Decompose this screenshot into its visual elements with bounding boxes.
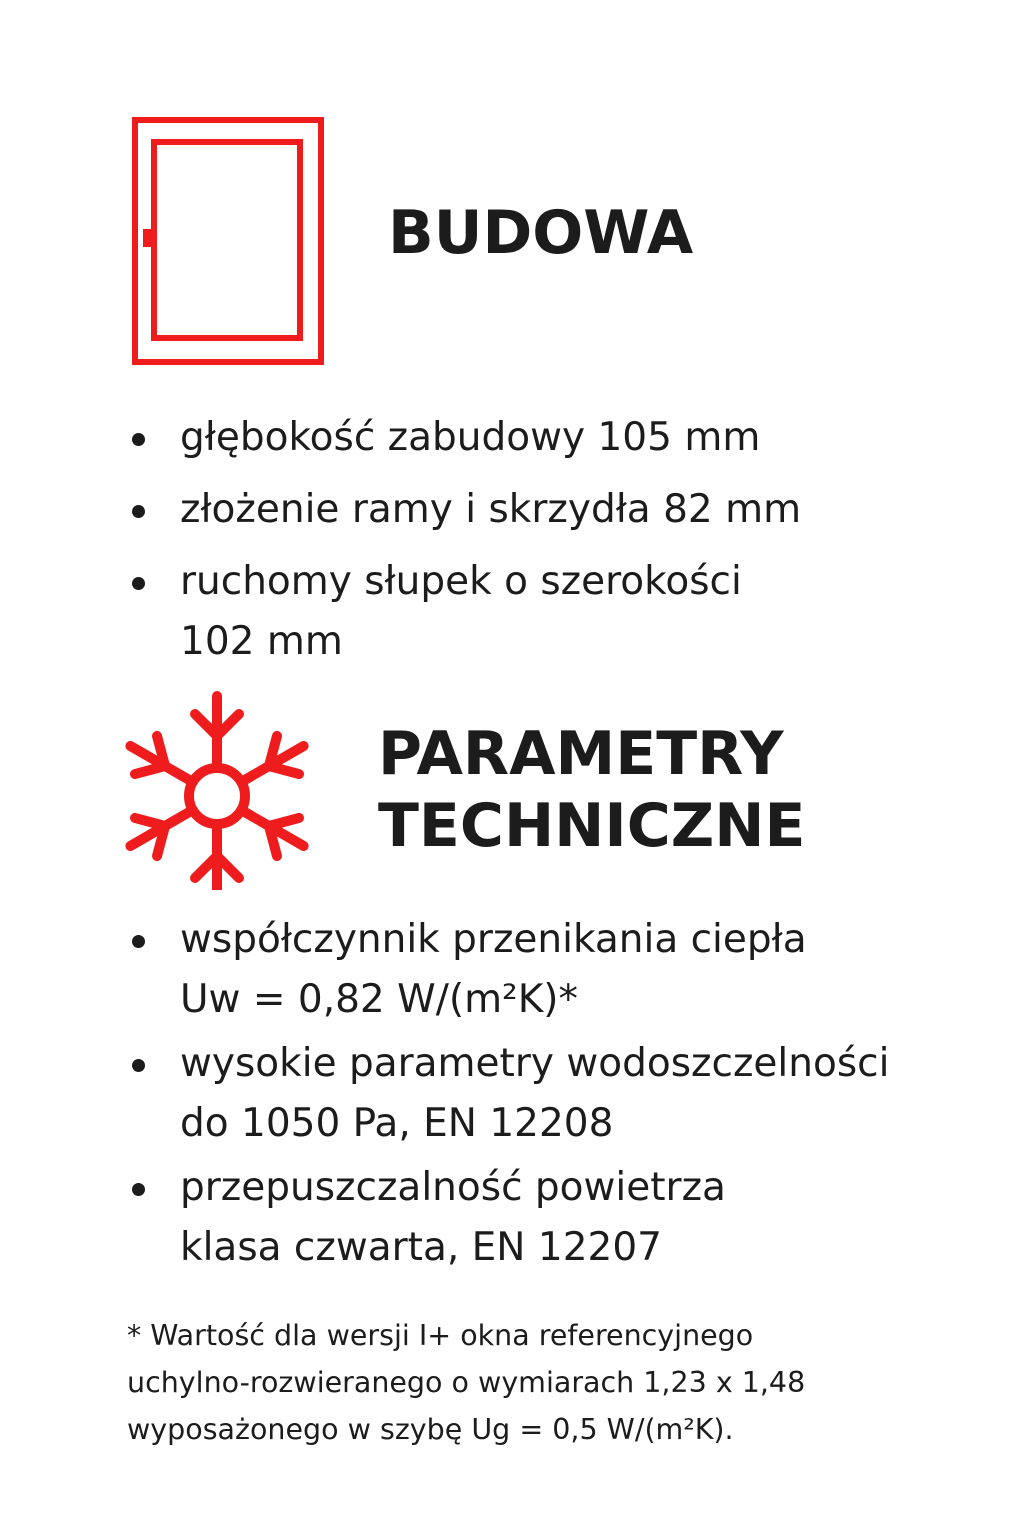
footnote [127,1312,987,1453]
list-item-text: złożenie ramy i skrzydła 82 mm [180,487,802,532]
list-item-text: głębokość zabudowy 105 mm [180,415,761,460]
bullet-icon [132,433,145,446]
list-item-text: współczynnik przenikania ciepła [180,917,807,962]
list-item [128,1034,1008,1154]
section-title-parametry [378,718,805,862]
bullet-icon [132,935,145,948]
window-icon [132,117,324,365]
bullet-icon [132,577,145,590]
footnote-line: uchylno-rozwieranego o wymiarach 1,23 x 1,48 [127,1366,806,1399]
snowflake-icon [114,690,320,890]
budowa-list [128,408,988,684]
list-item-text: ruchomy słupek o szerokości [180,559,742,604]
bullet-icon [132,1059,145,1072]
footnote-line: * Wartość dla wersji I+ okna referencyjnego [127,1319,754,1352]
list-item [128,1158,1008,1278]
parametry-list [128,910,1008,1282]
section-title-line: PARAMETRY [378,719,784,789]
list-item [128,408,988,468]
footnote-line: wyposażonego w szybę Ug = 0,5 W/(m²K). [127,1413,734,1446]
bullet-icon [132,505,145,518]
list-item-text: 102 mm [180,619,343,664]
section-title-line: TECHNICZNE [378,791,806,861]
list-item [128,480,988,540]
list-item-text: wysokie parametry wodoszczelności [180,1041,890,1086]
list-item-text: przepuszczalność powietrza [180,1165,726,1210]
list-item-text: klasa czwarta, EN 12207 [180,1225,662,1270]
list-item [128,552,988,672]
bullet-icon [132,1183,145,1196]
section-title-budowa: BUDOWA [388,198,694,268]
list-item-text: do 1050 Pa, EN 12208 [180,1101,614,1146]
list-item [128,910,1008,1030]
list-item-text: Uw = 0,82 W/(m²K)* [180,977,578,1022]
